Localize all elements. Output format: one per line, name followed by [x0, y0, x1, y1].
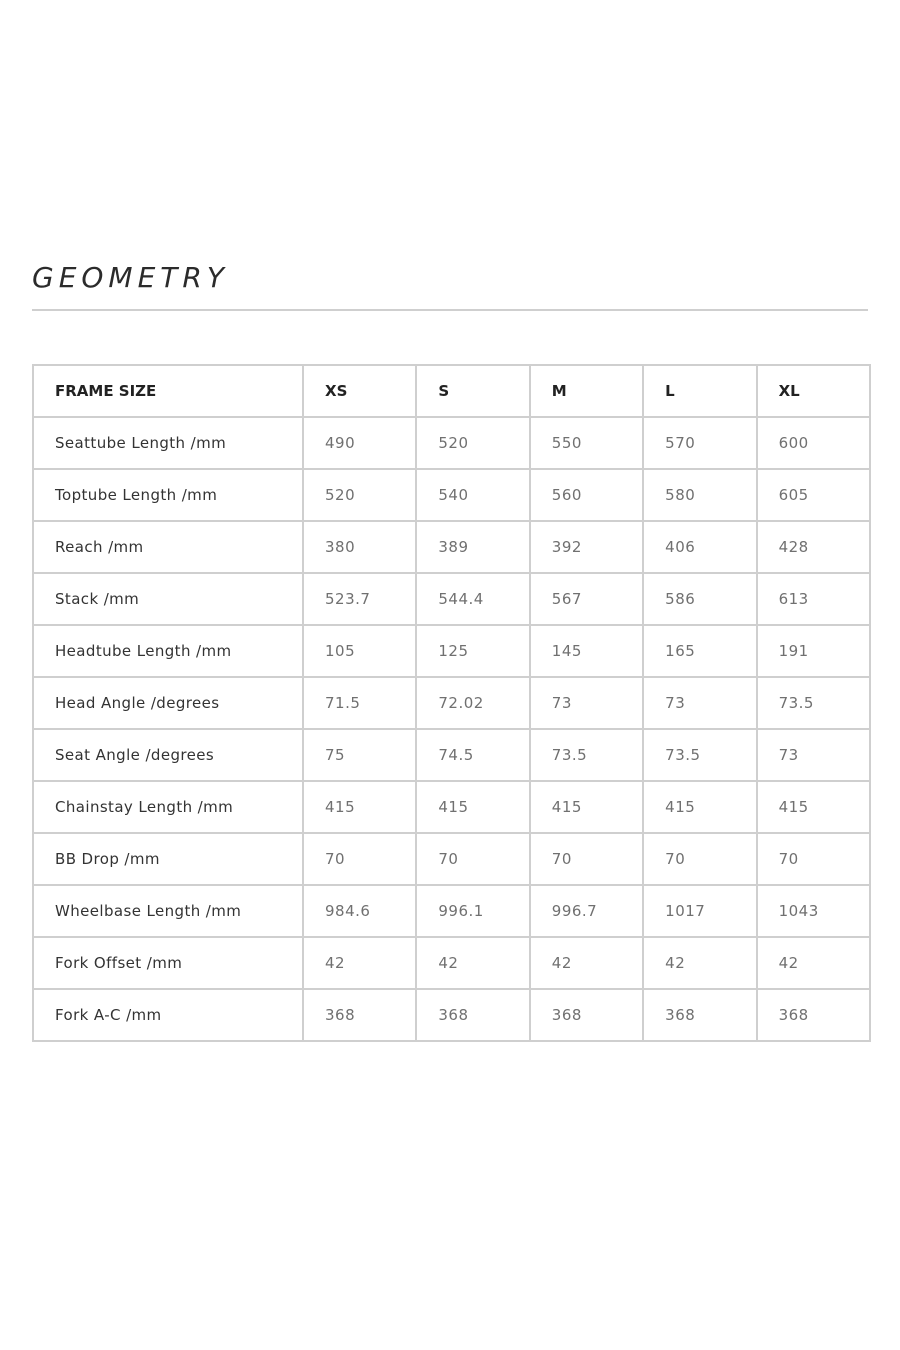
cell-value-xl: 428 [757, 521, 870, 573]
cell-value-xl: 613 [757, 573, 870, 625]
row-label: BB Drop /mm [33, 833, 303, 885]
header-size-l: L [643, 365, 756, 417]
cell-value-xs: 380 [303, 521, 416, 573]
page-title: GEOMETRY [32, 261, 229, 294]
cell-value-xs: 984.6 [303, 885, 416, 937]
cell-value-l: 165 [643, 625, 756, 677]
cell-value-m: 550 [530, 417, 643, 469]
row-label: Wheelbase Length /mm [33, 885, 303, 937]
cell-value-xs: 42 [303, 937, 416, 989]
cell-value-s: 544.4 [416, 573, 529, 625]
cell-value-xs: 70 [303, 833, 416, 885]
cell-value-xs: 368 [303, 989, 416, 1041]
cell-value-s: 996.1 [416, 885, 529, 937]
cell-value-m: 70 [530, 833, 643, 885]
cell-value-l: 368 [643, 989, 756, 1041]
cell-value-l: 586 [643, 573, 756, 625]
cell-value-l: 580 [643, 469, 756, 521]
cell-value-m: 42 [530, 937, 643, 989]
row-label: Chainstay Length /mm [33, 781, 303, 833]
row-label: Headtube Length /mm [33, 625, 303, 677]
geometry-table [32, 364, 871, 1042]
cell-value-l: 73.5 [643, 729, 756, 781]
cell-value-s: 415 [416, 781, 529, 833]
cell-value-xl: 600 [757, 417, 870, 469]
table-row [33, 781, 870, 833]
header-size-xl: XL [757, 365, 870, 417]
header-size-m: M [530, 365, 643, 417]
cell-value-xs: 415 [303, 781, 416, 833]
cell-value-s: 520 [416, 417, 529, 469]
row-label: Toptube Length /mm [33, 469, 303, 521]
cell-value-xs: 75 [303, 729, 416, 781]
header-size-xs: XS [303, 365, 416, 417]
cell-value-xl: 368 [757, 989, 870, 1041]
row-label: Fork A-C /mm [33, 989, 303, 1041]
title-divider [32, 309, 868, 311]
table-row [33, 573, 870, 625]
row-label: Head Angle /degrees [33, 677, 303, 729]
table-row [33, 469, 870, 521]
cell-value-xl: 191 [757, 625, 870, 677]
table-row [33, 833, 870, 885]
cell-value-xl: 1043 [757, 885, 870, 937]
cell-value-l: 42 [643, 937, 756, 989]
cell-value-l: 415 [643, 781, 756, 833]
cell-value-xl: 70 [757, 833, 870, 885]
row-label: Reach /mm [33, 521, 303, 573]
cell-value-s: 42 [416, 937, 529, 989]
cell-value-xs: 520 [303, 469, 416, 521]
cell-value-l: 406 [643, 521, 756, 573]
cell-value-m: 567 [530, 573, 643, 625]
cell-value-xl: 42 [757, 937, 870, 989]
cell-value-xl: 73 [757, 729, 870, 781]
cell-value-s: 125 [416, 625, 529, 677]
cell-value-s: 368 [416, 989, 529, 1041]
cell-value-l: 73 [643, 677, 756, 729]
header-size-s: S [416, 365, 529, 417]
cell-value-l: 1017 [643, 885, 756, 937]
table-row [33, 625, 870, 677]
table-row [33, 521, 870, 573]
table-row [33, 677, 870, 729]
cell-value-m: 368 [530, 989, 643, 1041]
cell-value-s: 70 [416, 833, 529, 885]
table-row [33, 937, 870, 989]
cell-value-m: 392 [530, 521, 643, 573]
table-header-row [33, 365, 870, 417]
table-row [33, 885, 870, 937]
cell-value-xl: 605 [757, 469, 870, 521]
cell-value-m: 415 [530, 781, 643, 833]
cell-value-xs: 523.7 [303, 573, 416, 625]
cell-value-xs: 105 [303, 625, 416, 677]
cell-value-s: 389 [416, 521, 529, 573]
cell-value-xl: 415 [757, 781, 870, 833]
cell-value-s: 540 [416, 469, 529, 521]
cell-value-m: 996.7 [530, 885, 643, 937]
table-row [33, 417, 870, 469]
cell-value-l: 70 [643, 833, 756, 885]
cell-value-s: 72.02 [416, 677, 529, 729]
cell-value-m: 73 [530, 677, 643, 729]
cell-value-m: 145 [530, 625, 643, 677]
row-label: Fork Offset /mm [33, 937, 303, 989]
cell-value-s: 74.5 [416, 729, 529, 781]
row-label: Stack /mm [33, 573, 303, 625]
row-label: Seattube Length /mm [33, 417, 303, 469]
row-label: Seat Angle /degrees [33, 729, 303, 781]
table-row [33, 729, 870, 781]
cell-value-m: 560 [530, 469, 643, 521]
cell-value-m: 73.5 [530, 729, 643, 781]
cell-value-xs: 490 [303, 417, 416, 469]
table-row [33, 989, 870, 1041]
header-frame-size: FRAME SIZE [33, 365, 303, 417]
cell-value-l: 570 [643, 417, 756, 469]
table-body [33, 417, 870, 1041]
cell-value-xl: 73.5 [757, 677, 870, 729]
cell-value-xs: 71.5 [303, 677, 416, 729]
